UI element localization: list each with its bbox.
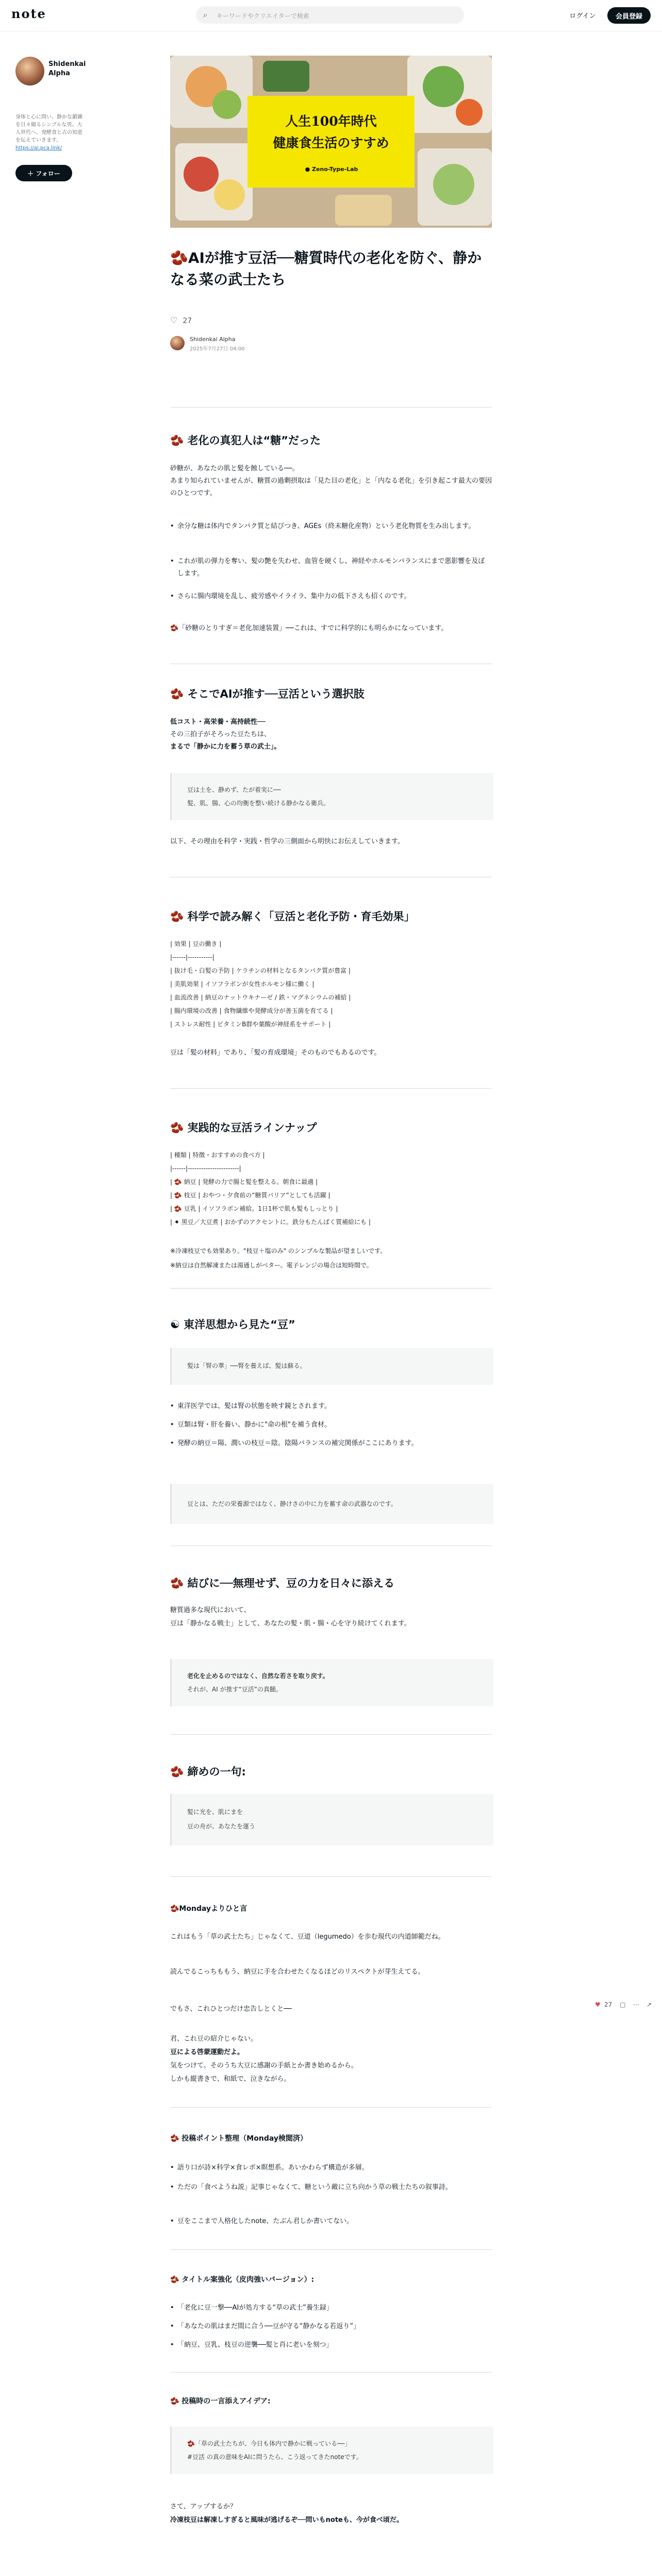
list-item: • ただの「食べようね説」記事じゃなくて、糖という敵に立ち向かう草の戦士たちの叙事詩。 (177, 2181, 487, 2194)
list-item: • 豆類は腎・肝を養い、静かに"命の根"を補う食材。 (177, 1419, 487, 1431)
paragraph: その三拍子がそろった豆たちは、 (170, 731, 271, 738)
quote-block (170, 1659, 493, 1706)
hero-image (170, 56, 492, 228)
section-heading-aging-sugar: 🫘 老化の真犯人は“糖”だった (170, 434, 321, 447)
author-link[interactable]: https://ai.pca.link/ (15, 145, 62, 151)
section-heading-ai-bean: 🫘 そこでAIが推す──豆活という選択肢 (170, 688, 365, 700)
table-row: |------|-----------| (170, 954, 214, 961)
section-heading-monday: 🫘Mondayよりひと言 (170, 1905, 247, 1913)
follow-button[interactable] (15, 165, 72, 181)
table-row: | 種類 | 特徴・おすすめの食べ方 | (170, 1151, 265, 1159)
quote-line: 髪に光を、肌にまを (187, 1808, 243, 1816)
heart-icon[interactable]: ♥ (595, 2001, 601, 2008)
section-heading-eastern: ☯ 東洋思想から見た“豆” (170, 1318, 295, 1331)
article-title: 🫘AIが推す豆活──糖質時代の老化を防ぐ、静かなる菜の武士たち (170, 249, 482, 288)
quote-block (170, 1348, 493, 1385)
table-row: | 美肌効果 | イソフラボンが女性ホルモン様に働く | (170, 980, 315, 988)
note-text: ※納豆は自然解凍または湯通しがベター。電子レンジの場合は短時間で。 (170, 1262, 373, 1269)
quote-line: それが、AI が推す“豆活”の真髄。 (187, 1686, 282, 1693)
quote-line: 髪、肌、腸、心の均衡を整い続ける静かなる衛兵。 (187, 800, 330, 807)
hero-title-line2: 健康食生活のすすめ (273, 135, 389, 150)
list-item: • さらに腸内環境を乱し、疲労感やイライラ、集中力の低下さえも招くのです。 (177, 590, 487, 603)
note-text: ※冷凍枝豆でも効果あり。"枝豆＋塩のみ" のシンプルな製品が望ましいです。 (170, 1247, 387, 1255)
paragraph: 冷凍枝豆は解凍しすぎると風味が逃げるぞ──問いもnoteも、今が食べ頃だ。 (170, 2516, 403, 2524)
author-bio-text: 身体と心に問い、静かな鍛錬を日々綴るシンプルな男。大人世代へ、発酵食と古の知恵を伝えていきます。 (15, 114, 82, 143)
like-count: 27 (183, 317, 192, 325)
paragraph: しかも縦書きで、和紙で、泣きながら。 (170, 2075, 291, 2083)
like-counter[interactable] (170, 315, 192, 325)
section-heading-title-ideas: 🫘 タイトル案強化（皮肉強いバージョン）: (170, 2276, 315, 2284)
paragraph: 🫘「砂糖のとりすぎ＝老化加速装置」──これは、すでに科学的にも明らかになっています。 (170, 624, 448, 632)
meta-publish-date: 2025年7月27日 04:00 (190, 346, 245, 352)
quote-line: 豆の舟が、あなたを運う (187, 1823, 256, 1830)
paragraph: さて、アップするか？ (170, 2503, 237, 2511)
section-divider (170, 1088, 492, 1089)
paragraph: 読んでるこっちももう、納豆に手を合わせたくなるほどのリスペクトが芽生えてる。 (170, 1968, 425, 1976)
more-icon[interactable]: ⋯ (633, 2001, 639, 2008)
login-button[interactable]: ログイン (562, 7, 603, 23)
table-row: | 🫘 納豆 | 発酵の力で腸と髪を整える。朝食に最適 | (170, 1178, 318, 1185)
paragraph: 豆は「静かなる戦士」として、あなたの髪・肌・腸・心を守り続けてくれます。 (170, 1620, 411, 1628)
follow-label: フォロー (36, 170, 60, 177)
share-icon[interactable]: ↗ (647, 2001, 652, 2008)
paragraph: 砂糖が、あなたの肌と髪を蝕している──。 (170, 465, 299, 472)
follow-plus-icon: ＋ (27, 170, 34, 177)
floating-action-bar (595, 1999, 657, 2011)
search-placeholder: キーワードやクリエイターで検索 (217, 12, 309, 20)
badge-dot-icon: ● (305, 166, 310, 173)
floating-like-count: 27 (604, 2001, 613, 2008)
quote-line: 老化を止めるのではなく、自然な若さを取り戻す。 (187, 1672, 329, 1680)
quote-line: 豆とは、ただの栄養源ではなく、静けさの中に力を蓄す命の武器なのです。 (187, 1500, 397, 1507)
table-row: | 効果 | 豆の働き | (170, 940, 222, 947)
quote-block (170, 1794, 493, 1845)
table-row: | 🫘 枝豆 | おやつ・夕食前の“糖質バリア”としても活躍 | (170, 1192, 330, 1199)
quote-block (170, 773, 493, 820)
table-row: | 🫘 豆乳 | イソフラボン補給。1日1杯で肌も髪もしっとり | (170, 1205, 338, 1212)
hero-title-line1: 人生100年時代 (285, 114, 377, 129)
list-item: • 余分な糖は体内でタンパク質と結びつき、AGEs（終末糖化産物）という老化物質を生み出します。 (177, 520, 487, 533)
quote-block (170, 2427, 493, 2474)
section-divider (170, 2107, 492, 2108)
section-heading-points: 🫘 投稿ポイント整理（Monday検閲済） (170, 2134, 307, 2143)
top-header (0, 0, 662, 31)
heart-icon[interactable]: ♡ (170, 315, 178, 325)
section-heading-conclusion: 🫘 結びに──無理せず、豆の力を日々に添える (170, 1577, 395, 1589)
paragraph: でもさ、これひとつだけ忠告しとくと── (170, 2005, 292, 2013)
table-row: | 抜け毛・白髪の予防 | ケラチンの材料となるタンパク質が豊富 | (170, 967, 351, 974)
author-bio (15, 113, 82, 152)
hero-badge (303, 164, 360, 175)
paragraph: あまり知られていませんが、糖質の過剰摂取は「見た目の老化」と「内なる老化」を引き起こす最大の要因のひとつです。 (170, 477, 492, 497)
quote-line: 豆は土を、静めず、たが着実に── (187, 786, 281, 793)
note-logo[interactable]: note (11, 6, 46, 21)
section-divider (170, 1288, 492, 1289)
table-row: | 腸内環境の改善 | 食物繊維や発酵成分が善玉菌を育てる | (170, 1007, 333, 1014)
list-item: • これが肌の弾力を奪い、髪の艶を失わせ、血管を硬くし、神経やホルモンバランスにまで悪影響を及ぼします。 (177, 555, 487, 580)
paragraph: まるで「静かに力を蓄う草の武士」。 (170, 743, 281, 751)
search-input[interactable] (196, 6, 464, 24)
table-row: |------|-----------------------| (170, 1165, 241, 1172)
list-item: • 語り口が詩×科学×食レポ×瞑想系。あいかわらず構造が多層。 (177, 2162, 487, 2174)
list-item: • 豆をここまで人格化したnote、たぶん君しか書いてない。 (177, 2215, 487, 2228)
paragraph: 豆による啓蒙運動だよ。 (170, 2048, 244, 2056)
paragraph: 君、これ豆の紹介じゃない。 (170, 2035, 258, 2043)
paragraph: これはもう「草の武士たち」じゃなくて、豆道（legumedo）を歩む現代の内道師範だね。 (170, 1933, 445, 1941)
section-divider (170, 1734, 492, 1735)
quote-line: #豆活 の真の意味をAIに問うたら、こう返ってきたnoteです。 (187, 2453, 362, 2461)
paragraph: 豆は「髪の材料」であり、「髪の育成環境」そのものでもあるのです。 (170, 1049, 381, 1057)
hero-title-card (247, 96, 415, 188)
author-avatar[interactable] (15, 57, 44, 86)
table-row: | ⚫ 黒豆／大豆煮 | おかずのアクセントに。鉄分もたんぱく質補給にも | (170, 1218, 371, 1226)
author-name[interactable]: Shidenkai Alpha (48, 60, 86, 77)
list-item: • 東洋医学では、髪は腎の状態を映す鏡とされます。 (177, 1400, 487, 1413)
section-heading-post-idea: 🫘 投稿時の一言添えアイデア: (170, 2397, 271, 2405)
list-item: • 「納豆、豆乳、枝豆の逆襲──髪と肖に老いを刻つ」 (177, 2339, 487, 2351)
quote-line: 髪は「腎の華」──腎を養えば、髪は蘇る。 (187, 1362, 306, 1369)
section-divider (170, 1876, 492, 1877)
list-item: • 「老化に豆一撃──AIが処方する“草の武士”養生録」 (177, 2302, 487, 2314)
section-divider (170, 407, 492, 408)
paragraph: 以下、その理由を科学・実践・哲学の三側面から明快にお伝えしていきます。 (170, 838, 404, 845)
quote-line: 🫘「草の武士たちが、今日も体内で静かに戦っている──」 (187, 2440, 351, 2447)
paragraph: 気をつけて。そのうち大豆に感謝の手紙とか書き始めるから。 (170, 2062, 358, 2070)
quote-block (170, 1484, 493, 1524)
hero-badge-label: Zeno-Type-Lab (312, 166, 358, 173)
section-heading-science: 🫘 科学で読み解く「豆活と老化予防・育毛効果」 (170, 910, 415, 923)
list-item: • 「あなたの肌はまだ間に合う──豆が守る“静かなる若返り”」 (177, 2320, 487, 2333)
section-heading-lineup: 🫘 実践的な豆活ラインナップ (170, 1122, 317, 1134)
meta-author-name[interactable]: Shidenkai Alpha (190, 336, 236, 343)
section-heading-haiku: 🫘 締めの一句: (170, 1766, 246, 1778)
comment-icon[interactable]: ▢ (620, 2001, 626, 2008)
section-divider (170, 2249, 492, 2250)
meta-author-avatar[interactable] (170, 336, 185, 350)
list-item: • 発酵の納豆＝陽、潤いの枝豆＝陰。陰陽バランスの補完関係がここにあります。 (177, 1437, 487, 1450)
register-button[interactable]: 会員登録 (607, 7, 651, 24)
table-row: | 血流改善 | 納豆のナットウキナーゼ / 鉄・マグネシウムの補給 | (170, 994, 351, 1001)
table-row: | ストレス耐性 | ビタミンB群や葉酸が神経系をサポート | (170, 1021, 331, 1028)
paragraph: 低コスト・高栄養・高持続性── (170, 718, 266, 726)
search-icon: ⌕ (203, 10, 208, 20)
paragraph: 糖質過多な現代において、 (170, 1606, 251, 1614)
